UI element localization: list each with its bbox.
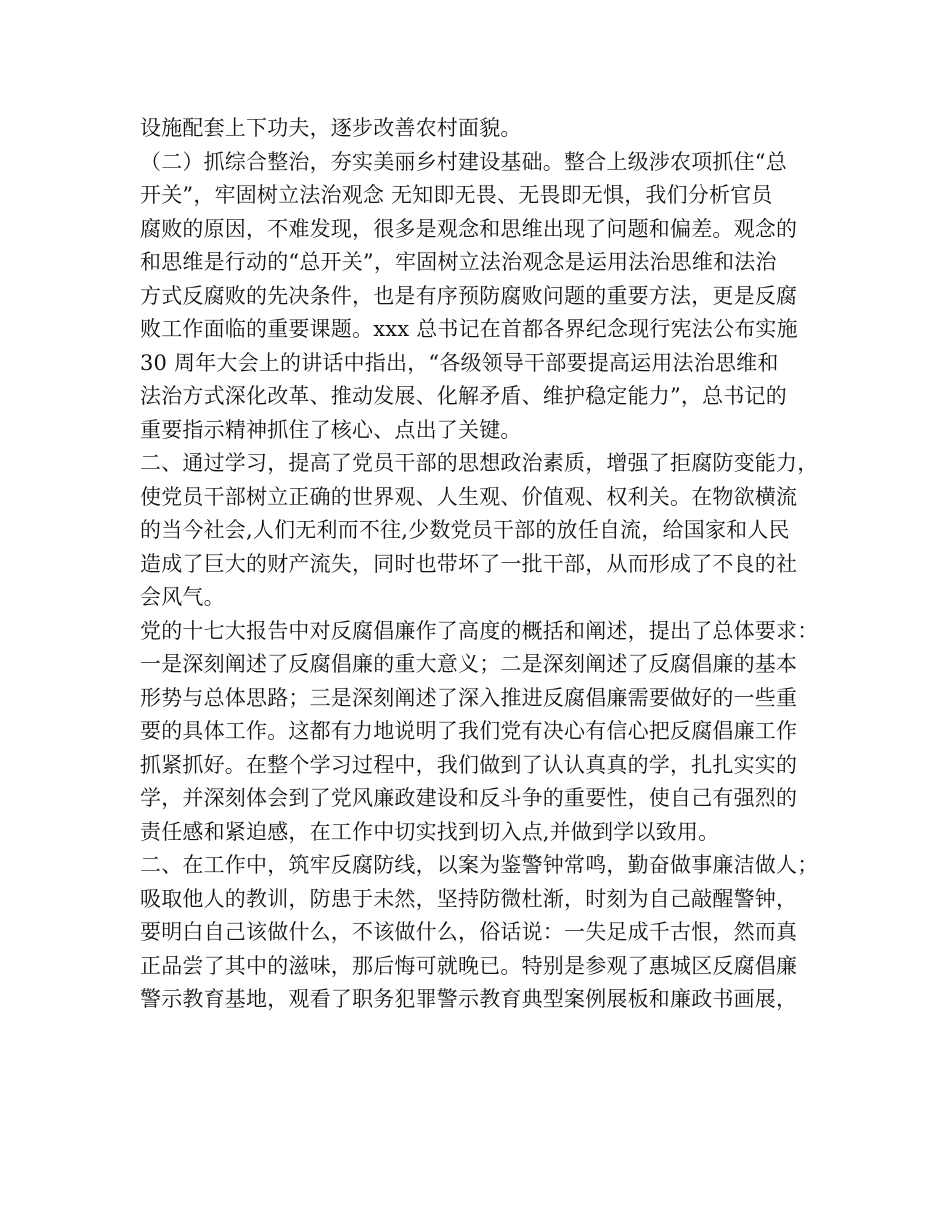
text-line: 败工作面临的重要课题。xxx 总书记在首都各界纪念现行宪法公布实施 (140, 317, 798, 341)
text-line: 正品尝了其中的滋味，那后悔可就晚已。特别是参观了惠城区反腐倡廉 (140, 953, 798, 978)
text-line: 党的十七大报告中对反腐倡廉作了高度的概括和阐述，提出了总体要求： (140, 618, 819, 643)
text-line: 一是深刻阐述了反腐倡廉的重大意义；二是深刻阐述了反腐倡廉的基本 (140, 652, 798, 676)
text-line: 会风气。 (140, 585, 225, 609)
text-line: 设施配套上下功夫，逐步改善农村面貌。 (140, 116, 522, 140)
text-line: 的当今社会,人们无利而不往,少数党员干部的放任自流，给国家和人民 (140, 518, 790, 542)
text-line: 重要指示精神抓住了核心、点出了关键。 (140, 417, 522, 442)
text-line: 二、通过学习，提高了党员干部的思想政治素质，增强了拒腐防变能力， (140, 451, 819, 475)
text-line: 吸取他人的教训，防患于未然，坚持防微杜渐，时刻为自己敲醒警钟， (140, 886, 798, 911)
text-line: 警示教育基地，观看了职务犯罪警示教育典型案例展板和廉政书画展， (140, 987, 798, 1011)
text-line: 造成了巨大的财产流失，同时也带坏了一批干部，从而形成了不良的社 (140, 551, 798, 576)
text-line: 30 周年大会上的讲话中指出，“各级领导干部要提高运用法治思维和 (140, 350, 779, 375)
text-line: 抓紧抓好。在整个学习过程中，我们做到了认认真真的学，扎扎实实的 (140, 752, 798, 777)
text-line: 要明白自己该做什么，不该做什么，俗话说：一失足成千古恨，然而真 (140, 920, 798, 944)
text-line: 腐败的原因，不难发现，很多是观念和思维出现了问题和偏差。观念的 (140, 216, 798, 241)
text-line: 和思维是行动的“总开关”，牢固树立法治观念是运用法治思维和法治 (140, 250, 777, 274)
text-line: 二、在工作中，筑牢反腐防线，以案为鉴警钟常鸣，勤奋做事廉洁做人； (140, 853, 819, 877)
text-line: 方式反腐败的先决条件，也是有序预防腐败问题的重要方法，更是反腐 (140, 283, 798, 308)
text-line: 形势与总体思路；三是深刻阐述了深入推进反腐倡廉需要做好的一些重 (140, 685, 798, 710)
text-line: 学，并深刻体会到了党风廉政建设和反斗争的重要性，使自己有强烈的 (140, 786, 798, 810)
text-line: 责任感和紧迫感，在工作中切实找到切入点,并做到学以致用。 (140, 819, 720, 844)
text-line: （二）抓综合整治，夯实美丽乡村建设基础。整合上级涉农项抓住“总 (140, 149, 787, 174)
text-line: 要的具体工作。这都有力地说明了我们党有决心有信心把反腐倡廉工作 (140, 719, 798, 743)
text-line: 开关”，牢固树立法治观念 无知即无畏、无畏即无惧，我们分析官员 (140, 183, 773, 207)
text-line: 使党员干部树立正确的世界观、人生观、价值观、权利关。在物欲横流 (140, 484, 798, 509)
document-body (140, 112, 840, 1017)
text-line: 法治方式深化改革、推动发展、化解矛盾、维护稳定能力”，总书记的 (140, 384, 787, 408)
